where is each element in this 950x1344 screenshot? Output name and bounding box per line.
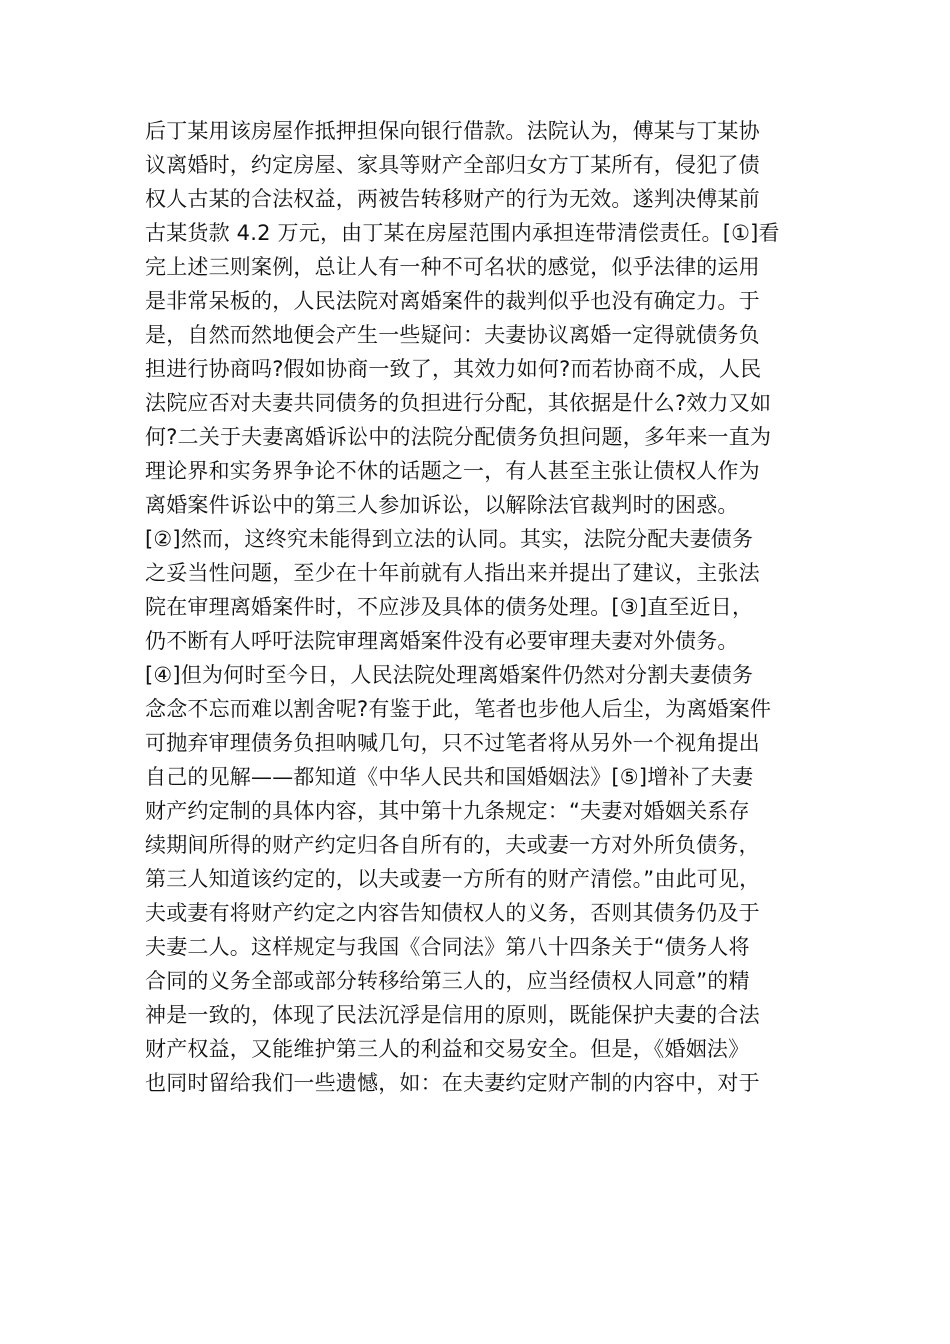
text-line: 财产权益，又能维护第三人的利益和交易安全。但是，《婚姻法》 bbox=[145, 1037, 750, 1061]
text-line: 何?二关于夫妻离婚诉讼中的法院分配债务负担问题，多年来一直为 bbox=[145, 425, 772, 449]
text-line: 念念不忘而难以割舍呢?有鉴于此，笔者也步他人后尘，为离婚案件 bbox=[145, 697, 772, 721]
text-line: 古某货款 4.2 万元，由丁某在房屋范围内承担连带清偿责任。[①]看 bbox=[145, 221, 780, 245]
text-line: [②]然而，这终究未能得到立法的认同。其实，法院分配夫妻债务 bbox=[145, 527, 754, 551]
text-line: 是，自然而然地便会产生一些疑问：夫妻协议离婚一定得就债务负 bbox=[145, 323, 760, 347]
text-line: 完上述三则案例，总让人有一种不可名状的感觉，似乎法律的运用 bbox=[145, 255, 760, 279]
text-line: 院在审理离婚案件时，不应涉及具体的债务处理。[③]直至近日， bbox=[145, 595, 754, 619]
text-line: 可抛弃审理债务负担呐喊几句，只不过笔者将从另外一个视角提出 bbox=[145, 731, 760, 755]
text-line: 之妥当性问题，至少在十年前就有人指出来并提出了建议，主张法 bbox=[145, 561, 760, 585]
text-line: 是非常呆板的，人民法院对离婚案件的裁判似乎也没有确定力。于 bbox=[145, 289, 760, 313]
text-line: 离婚案件诉讼中的第三人参加诉讼，以解除法官裁判时的困惑。 bbox=[145, 493, 739, 517]
text-line: 第三人知道该约定的，以夫或妻一方所有的财产清偿。”由此可见， bbox=[145, 867, 761, 891]
text-line: 续期间所得的财产约定归各自所有的，夫或妻一方对外所负债务， bbox=[145, 833, 760, 857]
text-line: 也同时留给我们一些遗憾，如：在夫妻约定财产制的内容中，对于 bbox=[145, 1071, 760, 1095]
text-line: 仍不断有人呼吁法院审理离婚案件没有必要审理夫妻对外债务。 bbox=[145, 629, 739, 653]
text-line: 夫妻二人。这样规定与我国《合同法》第八十四条关于“债务人将 bbox=[145, 935, 750, 959]
text-line: 法院应否对夫妻共同债务的负担进行分配，其依据是什么?效力又如 bbox=[145, 391, 772, 415]
text-line: 自己的见解——都知道《中华人民共和国婚姻法》[⑤]增补了夫妻 bbox=[145, 765, 754, 789]
text-line: 议离婚时，约定房屋、家具等财产全部归女方丁某所有，侵犯了债 bbox=[145, 153, 760, 177]
text-line: [④]但为何时至今日，人民法院处理离婚案件仍然对分割夫妻债务 bbox=[145, 663, 754, 687]
body-text bbox=[145, 114, 825, 1100]
text-line: 权人古某的合法权益，两被告转移财产的行为无效。遂判决傅某前 bbox=[145, 187, 760, 211]
text-line: 后丁某用该房屋作抵押担保向银行借款。法院认为，傅某与丁某协 bbox=[145, 119, 760, 143]
text-line: 财产约定制的具体内容，其中第十九条规定：“夫妻对婚姻关系存 bbox=[145, 799, 750, 823]
text-line: 理论界和实务界争论不休的话题之一，有人甚至主张让债权人作为 bbox=[145, 459, 760, 483]
text-line: 神是一致的，体现了民法沉浮是信用的原则，既能保护夫妻的合法 bbox=[145, 1003, 760, 1027]
text-line: 合同的义务全部或部分转移给第三人的，应当经债权人同意”的精 bbox=[145, 969, 750, 993]
text-line: 担进行协商吗?假如协商一致了，其效力如何?而若协商不成，人民 bbox=[145, 357, 762, 381]
text-line: 夫或妻有将财产约定之内容告知债权人的义务，否则其债务仍及于 bbox=[145, 901, 760, 925]
